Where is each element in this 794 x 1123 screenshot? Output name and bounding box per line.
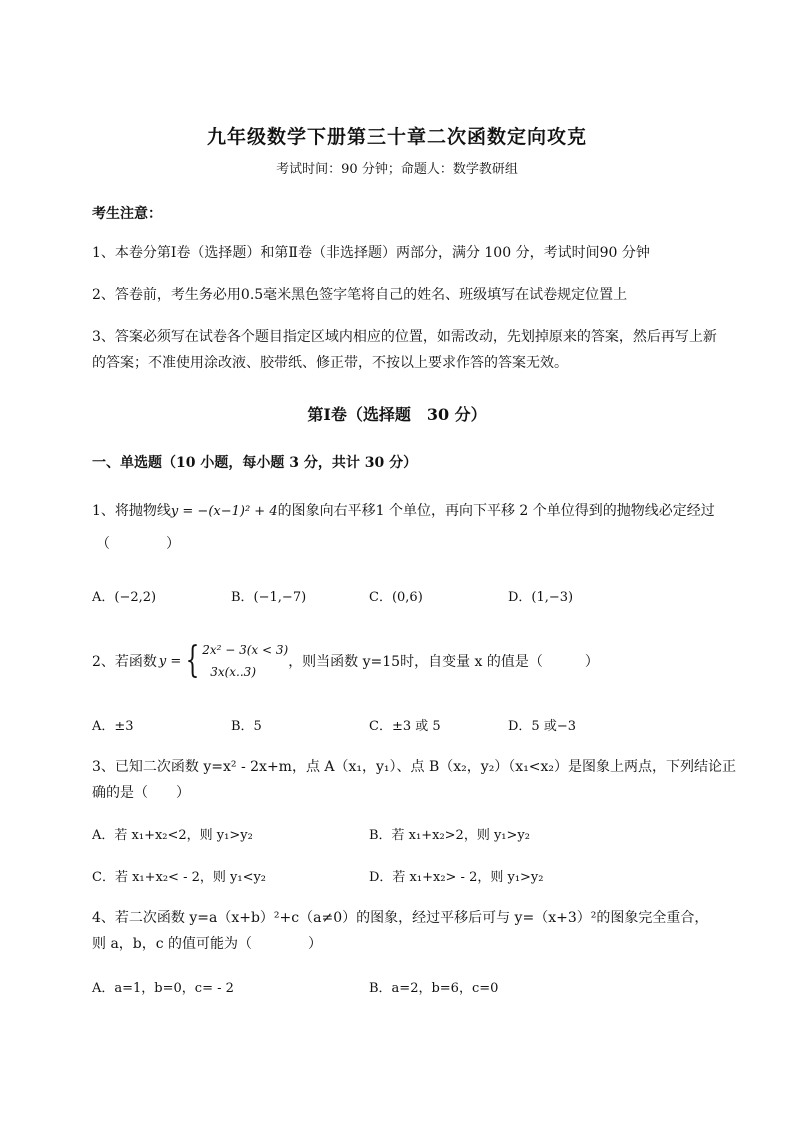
- part-heading: 一、单选题（10 小题，每小题 3 分，共计 30 分）: [92, 455, 418, 471]
- q2-option-c[interactable]: C．±3 或 5: [369, 719, 441, 734]
- notice-item-1: 1、本卷分第Ⅰ卷（选择题）和第Ⅱ卷（非选择题）两部分，满分 100 分，考试时间90 分钟: [92, 245, 650, 261]
- notice-item-3-cont: 的答案；不准使用涂改液、胶带纸、修正带，不按以上要求作答的答案无效。: [92, 355, 568, 371]
- q2-brace: {: [185, 640, 200, 681]
- q2-prefix: 2、若函数: [92, 654, 157, 670]
- question-4-cont: 则 a，b，c 的值可能为（ ）: [92, 936, 323, 952]
- question-3: 3、已知二次函数 y=x² - 2x+m，点 A（x₁，y₁）、点 B（x₂，y₂）（x₁<x₂）是图象上两点，下列结论正: [92, 759, 737, 775]
- q1-option-d[interactable]: D．(1,−3): [508, 590, 574, 605]
- q1-answer-paren: （ ）: [96, 536, 180, 552]
- exam-subtitle: 考试时间：90 分钟；命题人：数学教研组: [276, 162, 518, 177]
- q3-option-a[interactable]: A．若 x₁+x₂<2，则 y₁>y₂: [92, 828, 253, 843]
- exam-title: 九年级数学下册第三十章二次函数定向攻克: [206, 126, 587, 148]
- notice-item-3: 3、答案必须写在试卷各个题目指定区域内相应的位置，如需改动，先划掉原来的答案，然后再写上新: [92, 329, 717, 345]
- q3-option-c[interactable]: C．若 x₁+x₂< - 2，则 y₁<y₂: [92, 870, 267, 885]
- q1-formula: y = −(x−1)² + 4: [170, 504, 278, 519]
- q2-piece-1: 2x² − 3(x < 3): [202, 643, 289, 657]
- q2-var: y =: [158, 653, 182, 669]
- q2-option-d[interactable]: D．5 或−3: [508, 719, 576, 734]
- q3-option-d[interactable]: D．若 x₁+x₂> - 2，则 y₁>y₂: [369, 870, 544, 885]
- q4-option-b[interactable]: B．a=2，b=6，c=0: [369, 981, 499, 996]
- q1-option-a[interactable]: A．(−2,2): [92, 590, 157, 605]
- q1-suffix: 的图象向右平移1 个单位，再向下平移 2 个单位得到的抛物线必定经过: [277, 503, 715, 519]
- q1-prefix: 1、将抛物线: [92, 503, 171, 519]
- question-4: 4、若二次函数 y=a（x+b）²+c（a≠0）的图象，经过平移后可与 y=（x+3）²的图象完全重合，: [92, 910, 709, 926]
- q2-piecewise: [202, 639, 288, 683]
- question-3-cont: 确的是（ ）: [92, 785, 190, 801]
- question-1: [92, 500, 715, 520]
- q2-option-a[interactable]: A．±3: [92, 719, 134, 734]
- q3-option-b[interactable]: B．若 x₁+x₂>2，则 y₁>y₂: [369, 828, 530, 843]
- q2-piece-2: 3x(x..3): [210, 665, 256, 679]
- q2-option-b[interactable]: B．5: [231, 719, 262, 734]
- question-2: [92, 638, 599, 684]
- notice-item-2: 2、答卷前，考生务必用0.5毫米黑色签字笔将自己的姓名、班级填写在试卷规定位置上: [92, 287, 628, 303]
- notice-heading: 考生注意：: [92, 206, 162, 222]
- q2-suffix: ，则当函数 y=15时，自变量 x 的值是（ ）: [288, 654, 599, 670]
- q4-option-a[interactable]: A．a=1，b=0，c= - 2: [92, 981, 234, 996]
- q1-option-b[interactable]: B．(−1,−7): [231, 590, 307, 605]
- section-title: 第Ⅰ卷（选择题 30 分）: [307, 405, 487, 424]
- q1-option-c[interactable]: C．(0,6): [369, 590, 423, 605]
